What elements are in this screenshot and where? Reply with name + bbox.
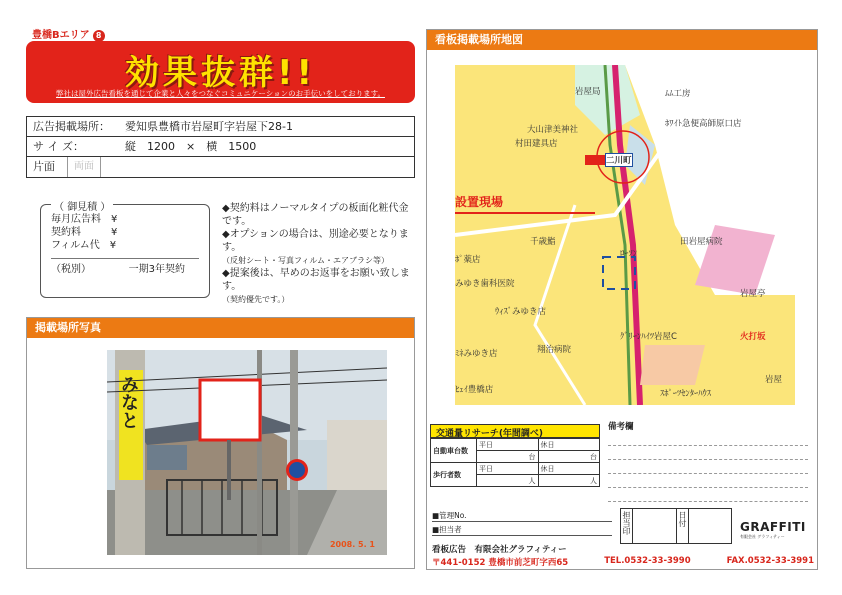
remarks-line: [608, 446, 808, 460]
logo-subtext: 有限会社 グラフィティー: [740, 534, 785, 539]
note-2-detail: （反射シート・写真フィルム・エアブラシ等）: [222, 256, 390, 265]
footer-address: 〒441-0152 豊橋市前芝町字西65: [432, 558, 569, 568]
size-row: [27, 137, 414, 157]
holiday-label: 休日: [538, 439, 600, 451]
notes: [222, 202, 412, 306]
face-row: [27, 157, 414, 177]
car-row: [431, 439, 600, 451]
map-label: 火打坂: [740, 332, 766, 342]
remarks-line: [608, 474, 808, 488]
map-label: ｽﾎﾟｰﾂｾﾝﾀｰﾊｳｽ: [660, 389, 712, 399]
area-text: 豊橋Bエリア: [32, 30, 90, 41]
note-1: ◆契約料はノーマルタイプの板面化粧代金です。: [222, 203, 409, 227]
map-label: 岩屋: [765, 375, 783, 385]
size-value: 縦 1200 × 横 1500: [125, 140, 257, 153]
remarks-line: [608, 488, 808, 502]
pole-sign-text: みなと: [118, 375, 139, 429]
map-label: ﾐﾈみゆき店: [455, 349, 498, 359]
company-logo: [740, 520, 806, 540]
note-2: ◆オプションの場合は、別途必要となります。: [222, 229, 409, 253]
map-label: ｳｨｽﾞみゆき店: [495, 307, 547, 317]
banner-subtitle: 弊社は屋外広告看板を通じて企業と人々をつなぐコミュニケーションのお手伝いをしております。: [56, 89, 385, 98]
date-field: [689, 509, 731, 543]
map-label: ﾑﾑ工房: [665, 89, 691, 99]
management-no: ■管理No.: [432, 510, 612, 522]
traffic-title: 交通量リサーチ(年間調べ): [430, 424, 600, 438]
remarks-line: [608, 432, 808, 446]
remarks: [608, 420, 808, 502]
tantou-label: 担当印: [621, 509, 633, 543]
person-in-charge: ■担当者: [432, 524, 612, 536]
site-photo-image: [107, 350, 387, 555]
map-label: 田岩屋病院: [680, 237, 723, 247]
location-row: [27, 117, 414, 137]
map-label: ﾎﾜｲﾄ急便高師原口店: [665, 119, 742, 129]
location-label: 広告掲載場所：: [33, 120, 110, 133]
photo-date-stamp: 2008. 5. 1: [329, 540, 375, 549]
size-label: サ イ ズ：: [33, 140, 84, 153]
map-label: ｸﾞﾘｰﾝﾊｲﾂ岩屋C: [620, 332, 677, 342]
car-unit: 台: [477, 451, 539, 463]
site-photo: [107, 350, 387, 555]
face-option: 両面: [67, 157, 100, 177]
logo-text: GRAFFITI: [740, 520, 806, 534]
estimate-term-row: [51, 263, 199, 276]
map-label: 村田建具店: [515, 139, 558, 149]
footer-fax: FAX.0532-33-3991: [726, 556, 814, 566]
installation-site-label: 設置現場: [455, 195, 504, 209]
divider: [51, 258, 199, 259]
remarks-line: [608, 460, 808, 474]
area-label: [32, 26, 105, 42]
info-table: [26, 116, 415, 178]
footer-contact: [432, 556, 814, 568]
estimate-line: フィルム代 ¥: [51, 240, 117, 251]
contract-term: 一期3年契約: [128, 264, 185, 275]
date-label: 日付: [677, 509, 689, 543]
location-map: [455, 65, 795, 405]
map-label: 二川町: [605, 153, 633, 167]
location-value: 愛知県豊橋市岩屋町字岩屋下28-1: [125, 120, 293, 133]
footer-tel: TEL.0532-33-3990: [604, 556, 691, 566]
face-label: 片面: [33, 160, 55, 173]
area-number-badge: 8: [93, 30, 105, 42]
location-map-image: [455, 65, 795, 405]
remarks-title: 備考欄: [608, 422, 634, 432]
banner: [26, 41, 415, 103]
map-label: 岩屋局: [575, 87, 601, 97]
estimate-box: [40, 204, 210, 298]
footer-company: 看板広告 有限会社グラフィティー: [432, 545, 567, 555]
tantou-field: [633, 509, 677, 543]
map-label: 翔治病院: [537, 345, 572, 355]
traffic-table: [430, 438, 600, 487]
walk-row: [431, 463, 600, 475]
traffic-research: [430, 424, 600, 487]
photo-section-title: 掲載場所写真: [27, 318, 414, 338]
map-label: 千歳鮨: [530, 237, 556, 247]
photo-section: [26, 317, 415, 569]
map-label: ﾛｰｿﾝ: [620, 249, 638, 259]
holiday-label: 休日: [538, 463, 600, 475]
banner-title: 効果抜群!!: [124, 53, 316, 93]
car-unit: 台: [538, 451, 600, 463]
stamp-box: [620, 508, 732, 544]
weekday-label: 平日: [477, 463, 539, 475]
weekday-label: 平日: [477, 439, 539, 451]
map-label: 大山津美神社: [527, 125, 579, 135]
estimate-title: （ 御見積 ）: [51, 198, 113, 213]
car-label: 自動車台数: [431, 439, 477, 463]
map-label: 岩屋亭: [740, 289, 766, 299]
walk-unit: 人: [477, 475, 539, 487]
tax-note: （税別）: [51, 264, 91, 275]
note-3: ◆提案後は、早めのお返事をお願い致します。: [222, 268, 410, 292]
note-3-detail: （契約優先です。）: [222, 295, 290, 304]
map-label: みゆき歯科医院: [455, 279, 515, 289]
map-label: ﾎﾟ薬店: [455, 255, 481, 265]
estimate-line: 契約料 ¥: [51, 227, 118, 238]
walk-label: 歩行者数: [431, 463, 477, 487]
map-section-title: 看板掲載場所地図: [427, 30, 817, 50]
management-fields: [432, 510, 612, 536]
estimate-line: 毎月広告料 ¥: [51, 214, 118, 225]
walk-unit: 人: [538, 475, 600, 487]
map-label: ﾋｪｲ豊橋店: [455, 385, 494, 395]
